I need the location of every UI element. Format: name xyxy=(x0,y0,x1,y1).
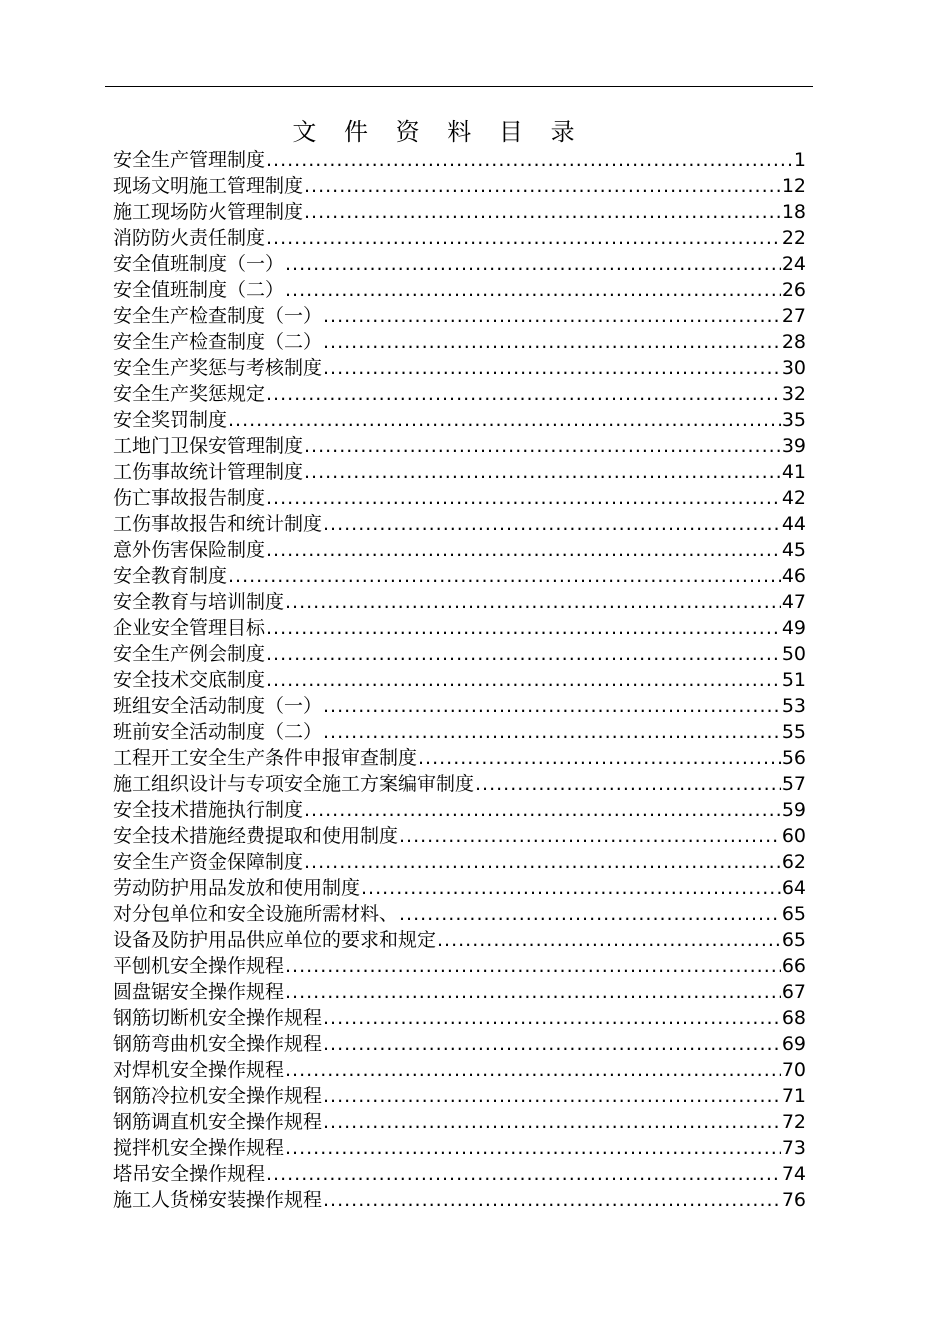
toc-entry[interactable] xyxy=(113,251,806,277)
toc-dot-leader xyxy=(323,329,781,355)
toc-dot-leader xyxy=(266,537,781,563)
toc-entry-page-number: 50 xyxy=(781,643,806,665)
table-of-contents xyxy=(113,147,806,1213)
toc-entry-page-number: 32 xyxy=(781,383,806,405)
toc-entry[interactable] xyxy=(113,1031,806,1057)
toc-entry-title: 工程开工安全生产条件申报审查制度 xyxy=(113,747,418,769)
toc-entry-page-number: 1 xyxy=(793,149,806,171)
toc-entry[interactable] xyxy=(113,875,806,901)
toc-dot-leader xyxy=(285,979,781,1005)
toc-dot-leader xyxy=(266,641,781,667)
toc-entry[interactable] xyxy=(113,1005,806,1031)
toc-entry-title: 劳动防护用品发放和使用制度 xyxy=(113,877,361,899)
toc-entry-page-number: 68 xyxy=(781,1007,806,1029)
toc-dot-leader xyxy=(323,1109,781,1135)
toc-dot-leader xyxy=(266,225,781,251)
toc-entry-page-number: 70 xyxy=(781,1059,806,1081)
toc-entry[interactable] xyxy=(113,1135,806,1161)
toc-entry-page-number: 45 xyxy=(781,539,806,561)
toc-dot-leader xyxy=(323,693,781,719)
toc-entry-title: 搅拌机安全操作规程 xyxy=(113,1137,285,1159)
toc-entry-title: 平刨机安全操作规程 xyxy=(113,955,285,977)
toc-entry-page-number: 53 xyxy=(781,695,806,717)
toc-entry-page-number: 72 xyxy=(781,1111,806,1133)
toc-dot-leader xyxy=(304,173,781,199)
toc-dot-leader xyxy=(285,953,781,979)
toc-dot-leader xyxy=(266,147,793,173)
toc-entry-page-number: 35 xyxy=(781,409,806,431)
toc-dot-leader xyxy=(304,459,781,485)
toc-entry[interactable] xyxy=(113,927,806,953)
toc-dot-leader xyxy=(475,771,781,797)
toc-dot-leader xyxy=(304,797,781,823)
toc-entry[interactable] xyxy=(113,1057,806,1083)
toc-entry[interactable] xyxy=(113,225,806,251)
toc-entry-title: 工伤事故统计管理制度 xyxy=(113,461,304,483)
toc-entry-title: 钢筋冷拉机安全操作规程 xyxy=(113,1085,323,1107)
toc-dot-leader xyxy=(285,251,781,277)
toc-entry-page-number: 67 xyxy=(781,981,806,1003)
toc-entry[interactable] xyxy=(113,849,806,875)
toc-dot-leader xyxy=(323,511,781,537)
toc-entry-page-number: 73 xyxy=(781,1137,806,1159)
toc-entry-page-number: 28 xyxy=(781,331,806,353)
toc-entry-title: 安全奖罚制度 xyxy=(113,409,228,431)
toc-dot-leader xyxy=(266,381,781,407)
toc-dot-leader xyxy=(285,1135,781,1161)
toc-entry-title: 安全生产资金保障制度 xyxy=(113,851,304,873)
toc-entry-page-number: 24 xyxy=(781,253,806,275)
toc-entry-title: 安全生产奖惩规定 xyxy=(113,383,266,405)
toc-entry[interactable] xyxy=(113,173,806,199)
toc-dot-leader xyxy=(323,1187,781,1213)
toc-dot-leader xyxy=(228,407,781,433)
toc-entry-title: 圆盘锯安全操作规程 xyxy=(113,981,285,1003)
toc-entry-title: 施工组织设计与专项安全施工方案编审制度 xyxy=(113,773,475,795)
toc-entry-page-number: 65 xyxy=(781,903,806,925)
toc-entry[interactable] xyxy=(113,381,806,407)
toc-entry-title: 安全技术措施执行制度 xyxy=(113,799,304,821)
toc-entry-page-number: 71 xyxy=(781,1085,806,1107)
toc-entry[interactable] xyxy=(113,1187,806,1213)
toc-entry[interactable] xyxy=(113,199,806,225)
toc-entry[interactable] xyxy=(113,147,806,173)
toc-entry-title: 意外伤害保险制度 xyxy=(113,539,266,561)
toc-entry[interactable] xyxy=(113,459,806,485)
toc-dot-leader xyxy=(437,927,781,953)
toc-entry-title: 安全值班制度（二） xyxy=(113,279,285,301)
toc-entry-page-number: 26 xyxy=(781,279,806,301)
toc-entry-title: 安全技术交底制度 xyxy=(113,669,266,691)
toc-entry[interactable] xyxy=(113,537,806,563)
toc-entry[interactable] xyxy=(113,355,806,381)
toc-entry-title: 安全生产检查制度（二） xyxy=(113,331,323,353)
toc-entry-page-number: 30 xyxy=(781,357,806,379)
toc-entry[interactable] xyxy=(113,485,806,511)
toc-dot-leader xyxy=(285,277,781,303)
toc-entry[interactable] xyxy=(113,1161,806,1187)
toc-entry[interactable] xyxy=(113,329,806,355)
toc-entry-page-number: 55 xyxy=(781,721,806,743)
toc-dot-leader xyxy=(361,875,781,901)
toc-entry-page-number: 27 xyxy=(781,305,806,327)
toc-dot-leader xyxy=(323,1005,781,1031)
toc-dot-leader xyxy=(323,355,781,381)
toc-entry-title: 对分包单位和安全设施所需材料、 xyxy=(113,903,399,925)
toc-entry[interactable] xyxy=(113,719,806,745)
toc-dot-leader xyxy=(323,719,781,745)
toc-entry-page-number: 76 xyxy=(781,1189,806,1211)
toc-entry[interactable] xyxy=(113,1083,806,1109)
toc-entry[interactable] xyxy=(113,277,806,303)
toc-entry-title: 施工人货梯安装操作规程 xyxy=(113,1189,323,1211)
toc-dot-leader xyxy=(266,1161,781,1187)
toc-entry-title: 安全生产例会制度 xyxy=(113,643,266,665)
toc-entry[interactable] xyxy=(113,563,806,589)
toc-entry-title: 塔吊安全操作规程 xyxy=(113,1163,266,1185)
toc-entry[interactable] xyxy=(113,589,806,615)
toc-entry-title: 伤亡事故报告制度 xyxy=(113,487,266,509)
toc-entry-title: 工伤事故报告和统计制度 xyxy=(113,513,323,535)
toc-dot-leader xyxy=(418,745,781,771)
header-rule xyxy=(105,86,813,87)
toc-dot-leader xyxy=(266,615,781,641)
toc-entry[interactable] xyxy=(113,953,806,979)
toc-entry-page-number: 65 xyxy=(781,929,806,951)
toc-dot-leader xyxy=(399,901,781,927)
toc-entry[interactable] xyxy=(113,797,806,823)
toc-entry-page-number: 74 xyxy=(781,1163,806,1185)
toc-entry-page-number: 69 xyxy=(781,1033,806,1055)
toc-entry-title: 钢筋弯曲机安全操作规程 xyxy=(113,1033,323,1055)
toc-entry-title: 对焊机安全操作规程 xyxy=(113,1059,285,1081)
toc-entry-title: 钢筋调直机安全操作规程 xyxy=(113,1111,323,1133)
toc-entry[interactable] xyxy=(113,303,806,329)
toc-entry-page-number: 59 xyxy=(781,799,806,821)
toc-entry-page-number: 62 xyxy=(781,851,806,873)
toc-entry[interactable] xyxy=(113,433,806,459)
toc-dot-leader xyxy=(266,667,781,693)
toc-dot-leader xyxy=(304,199,781,225)
toc-entry-page-number: 44 xyxy=(781,513,806,535)
toc-entry-page-number: 12 xyxy=(781,175,806,197)
toc-entry[interactable] xyxy=(113,667,806,693)
toc-dot-leader xyxy=(323,1031,781,1057)
toc-dot-leader xyxy=(323,303,781,329)
toc-dot-leader xyxy=(304,433,781,459)
toc-entry-title: 安全技术措施经费提取和使用制度 xyxy=(113,825,399,847)
toc-entry-page-number: 41 xyxy=(781,461,806,483)
toc-entry-title: 工地门卫保安管理制度 xyxy=(113,435,304,457)
toc-entry[interactable] xyxy=(113,511,806,537)
toc-entry-page-number: 56 xyxy=(781,747,806,769)
toc-entry[interactable] xyxy=(113,979,806,1005)
toc-entry-page-number: 39 xyxy=(781,435,806,457)
toc-entry[interactable] xyxy=(113,615,806,641)
toc-entry[interactable] xyxy=(113,641,806,667)
toc-entry-page-number: 47 xyxy=(781,591,806,613)
toc-entry-page-number: 42 xyxy=(781,487,806,509)
toc-entry-title: 安全教育制度 xyxy=(113,565,228,587)
toc-entry-title: 钢筋切断机安全操作规程 xyxy=(113,1007,323,1029)
toc-dot-leader xyxy=(304,849,781,875)
toc-entry[interactable] xyxy=(113,1109,806,1135)
toc-entry-page-number: 60 xyxy=(781,825,806,847)
toc-entry-page-number: 49 xyxy=(781,617,806,639)
toc-dot-leader xyxy=(285,589,781,615)
toc-entry[interactable] xyxy=(113,901,806,927)
toc-dot-leader xyxy=(285,1057,781,1083)
toc-entry[interactable] xyxy=(113,823,806,849)
toc-entry-title: 安全值班制度（一） xyxy=(113,253,285,275)
toc-entry-title: 安全教育与培训制度 xyxy=(113,591,285,613)
toc-entry-title: 施工现场防火管理制度 xyxy=(113,201,304,223)
toc-entry[interactable] xyxy=(113,693,806,719)
toc-entry-page-number: 57 xyxy=(781,773,806,795)
toc-entry-title: 现场文明施工管理制度 xyxy=(113,175,304,197)
toc-entry-title: 设备及防护用品供应单位的要求和规定 xyxy=(113,929,437,951)
toc-entry-page-number: 64 xyxy=(781,877,806,899)
toc-entry-page-number: 22 xyxy=(781,227,806,249)
toc-dot-leader xyxy=(399,823,781,849)
toc-entry-title: 安全生产奖惩与考核制度 xyxy=(113,357,323,379)
toc-entry-title: 消防防火责任制度 xyxy=(113,227,266,249)
toc-dot-leader xyxy=(323,1083,781,1109)
toc-entry-page-number: 18 xyxy=(781,201,806,223)
toc-entry[interactable] xyxy=(113,407,806,433)
document-title: 文 件 资 料 目 录 xyxy=(292,118,585,146)
toc-entry-page-number: 46 xyxy=(781,565,806,587)
toc-entry-page-number: 51 xyxy=(781,669,806,691)
toc-entry[interactable] xyxy=(113,771,806,797)
toc-entry-title: 班组安全活动制度（一） xyxy=(113,695,323,717)
toc-entry[interactable] xyxy=(113,745,806,771)
toc-entry-title: 班前安全活动制度（二） xyxy=(113,721,323,743)
toc-entry-title: 安全生产管理制度 xyxy=(113,149,266,171)
toc-entry-title: 安全生产检查制度（一） xyxy=(113,305,323,327)
toc-dot-leader xyxy=(228,563,781,589)
toc-entry-title: 企业安全管理目标 xyxy=(113,617,266,639)
toc-dot-leader xyxy=(266,485,781,511)
toc-entry-page-number: 66 xyxy=(781,955,806,977)
